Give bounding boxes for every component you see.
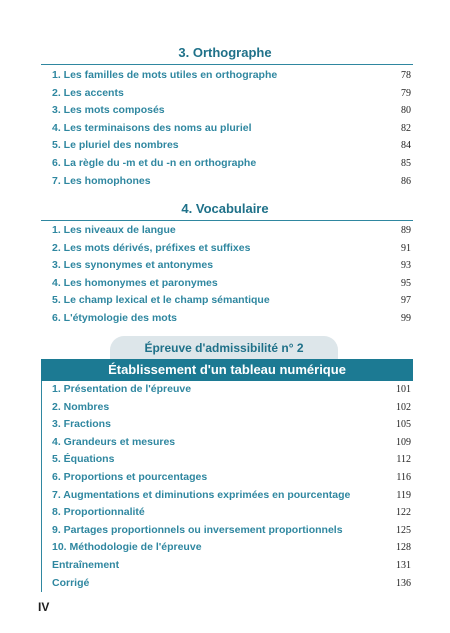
toc-entry-page: 78 (401, 70, 411, 81)
epreuve-tab-label: Épreuve d'admissibilité n° 2 (110, 336, 338, 360)
toc-entry[interactable] (52, 416, 411, 434)
toc-entry[interactable] (52, 173, 411, 191)
toc-entry-label: 2. Nombres (52, 400, 110, 413)
toc-entry-page: 136 (396, 577, 411, 589)
toc-entry-page: 85 (401, 157, 411, 169)
toc-entry-label: 4. Les homonymes et paronymes (52, 276, 218, 289)
toc-entry-label: 5. Le champ lexical et le champ sémantique (52, 294, 270, 307)
toc-entry-page: 79 (401, 87, 411, 99)
toc-entry-page: 102 (396, 401, 411, 413)
toc-entry[interactable] (52, 575, 411, 593)
toc-entry-label: 9. Partages proportionnels ou inversement proportionnels (52, 523, 343, 536)
toc-entry-page: 109 (396, 436, 411, 448)
page-folio: IV (38, 600, 50, 614)
toc-entry-label: 5. Équations (52, 453, 115, 466)
toc-entry[interactable] (52, 399, 411, 417)
toc-list-epreuve (52, 381, 411, 592)
toc-entry-page: 119 (396, 489, 411, 501)
toc-entry-page: 99 (401, 312, 411, 324)
toc-entry-page: 84 (401, 140, 411, 152)
toc-entry[interactable] (52, 67, 411, 85)
toc-entry-label: 1. Les niveaux de langue (52, 224, 176, 236)
toc-entry[interactable] (52, 240, 411, 258)
toc-entry-page: 101 (396, 384, 411, 395)
toc-entry[interactable] (52, 451, 411, 469)
toc-entry[interactable] (52, 381, 411, 399)
toc-entry-label: 2. Les accents (52, 86, 124, 99)
toc-entry-page: 95 (401, 277, 411, 289)
toc-entry-page: 91 (401, 242, 411, 254)
toc-entry-label: 7. Augmentations et diminutions exprimées en pourcentage (52, 488, 351, 501)
toc-entry-label: 4. Les terminaisons des noms au pluriel (52, 121, 252, 134)
section-rule (41, 64, 413, 65)
toc-entry-label: 7. Les homophones (52, 174, 151, 187)
toc-entry[interactable] (52, 469, 411, 487)
toc-entry-page: 93 (401, 260, 411, 272)
toc-entry-label: 6. La règle du -m et du -n en orthographe (52, 156, 257, 169)
toc-entry[interactable] (52, 120, 411, 138)
toc-entry-page: 86 (401, 175, 411, 187)
toc-list-vocabulaire (52, 222, 411, 328)
toc-entry-page: 122 (396, 507, 411, 519)
toc-entry-page: 105 (396, 419, 411, 431)
toc-entry[interactable] (52, 102, 411, 120)
section-rule (41, 220, 413, 221)
toc-entry-page: 131 (396, 559, 411, 571)
toc-entry-page: 80 (401, 105, 411, 117)
toc-entry[interactable] (52, 275, 411, 293)
toc-entry-label: 2. Les mots dérivés, préfixes et suffixes (52, 241, 251, 254)
toc-entry-label: 8. Proportionnalité (52, 506, 145, 519)
toc-entry[interactable] (52, 292, 411, 310)
toc-entry[interactable] (52, 434, 411, 452)
toc-entry-label: 1. Présentation de l'épreuve (52, 383, 192, 395)
toc-entry-label: 6. Proportions et pourcentages (52, 470, 208, 483)
epreuve-banner-title: Établissement d'un tableau numérique (41, 359, 413, 381)
toc-entry[interactable] (52, 557, 411, 575)
toc-entry-label: Corrigé (52, 576, 90, 589)
epreuve-left-rule (41, 381, 42, 592)
toc-entry-page: 116 (396, 471, 411, 483)
toc-entry-page: 128 (396, 542, 411, 554)
toc-entry-label: Entraînement (52, 558, 120, 571)
toc-entry-label: 3. Les synonymes et antonymes (52, 259, 214, 272)
toc-entry[interactable] (52, 522, 411, 540)
toc-entry-label: 10. Méthodologie de l'épreuve (52, 541, 202, 554)
toc-entry-page: 89 (401, 225, 411, 236)
toc-entry[interactable] (52, 487, 411, 505)
toc-entry-page: 82 (401, 122, 411, 134)
toc-entry-page: 112 (396, 454, 411, 466)
toc-entry-label: 5. Le pluriel des nombres (52, 139, 179, 152)
toc-entry-label: 3. Les mots composés (52, 104, 165, 117)
toc-entry[interactable] (52, 155, 411, 173)
toc-entry-label: 6. L'étymologie des mots (52, 311, 178, 324)
toc-list-orthographe (52, 67, 411, 190)
toc-entry[interactable] (52, 539, 411, 557)
toc-entry[interactable] (52, 137, 411, 155)
toc-entry[interactable] (52, 85, 411, 103)
toc-entry-page: 125 (396, 524, 411, 536)
toc-entry-label: 4. Grandeurs et mesures (52, 435, 176, 448)
toc-entry[interactable] (52, 310, 411, 328)
section-title-orthographe: 3. Orthographe (178, 45, 272, 60)
toc-entry-label: 1. Les familles de mots utiles en orthographe (52, 69, 278, 81)
toc-entry-label: 3. Fractions (52, 418, 111, 431)
section-title-vocabulaire: 4. Vocabulaire (181, 201, 269, 216)
toc-entry[interactable] (52, 257, 411, 275)
toc-entry[interactable] (52, 504, 411, 522)
toc-entry[interactable] (52, 222, 411, 240)
toc-entry-page: 97 (401, 295, 411, 307)
